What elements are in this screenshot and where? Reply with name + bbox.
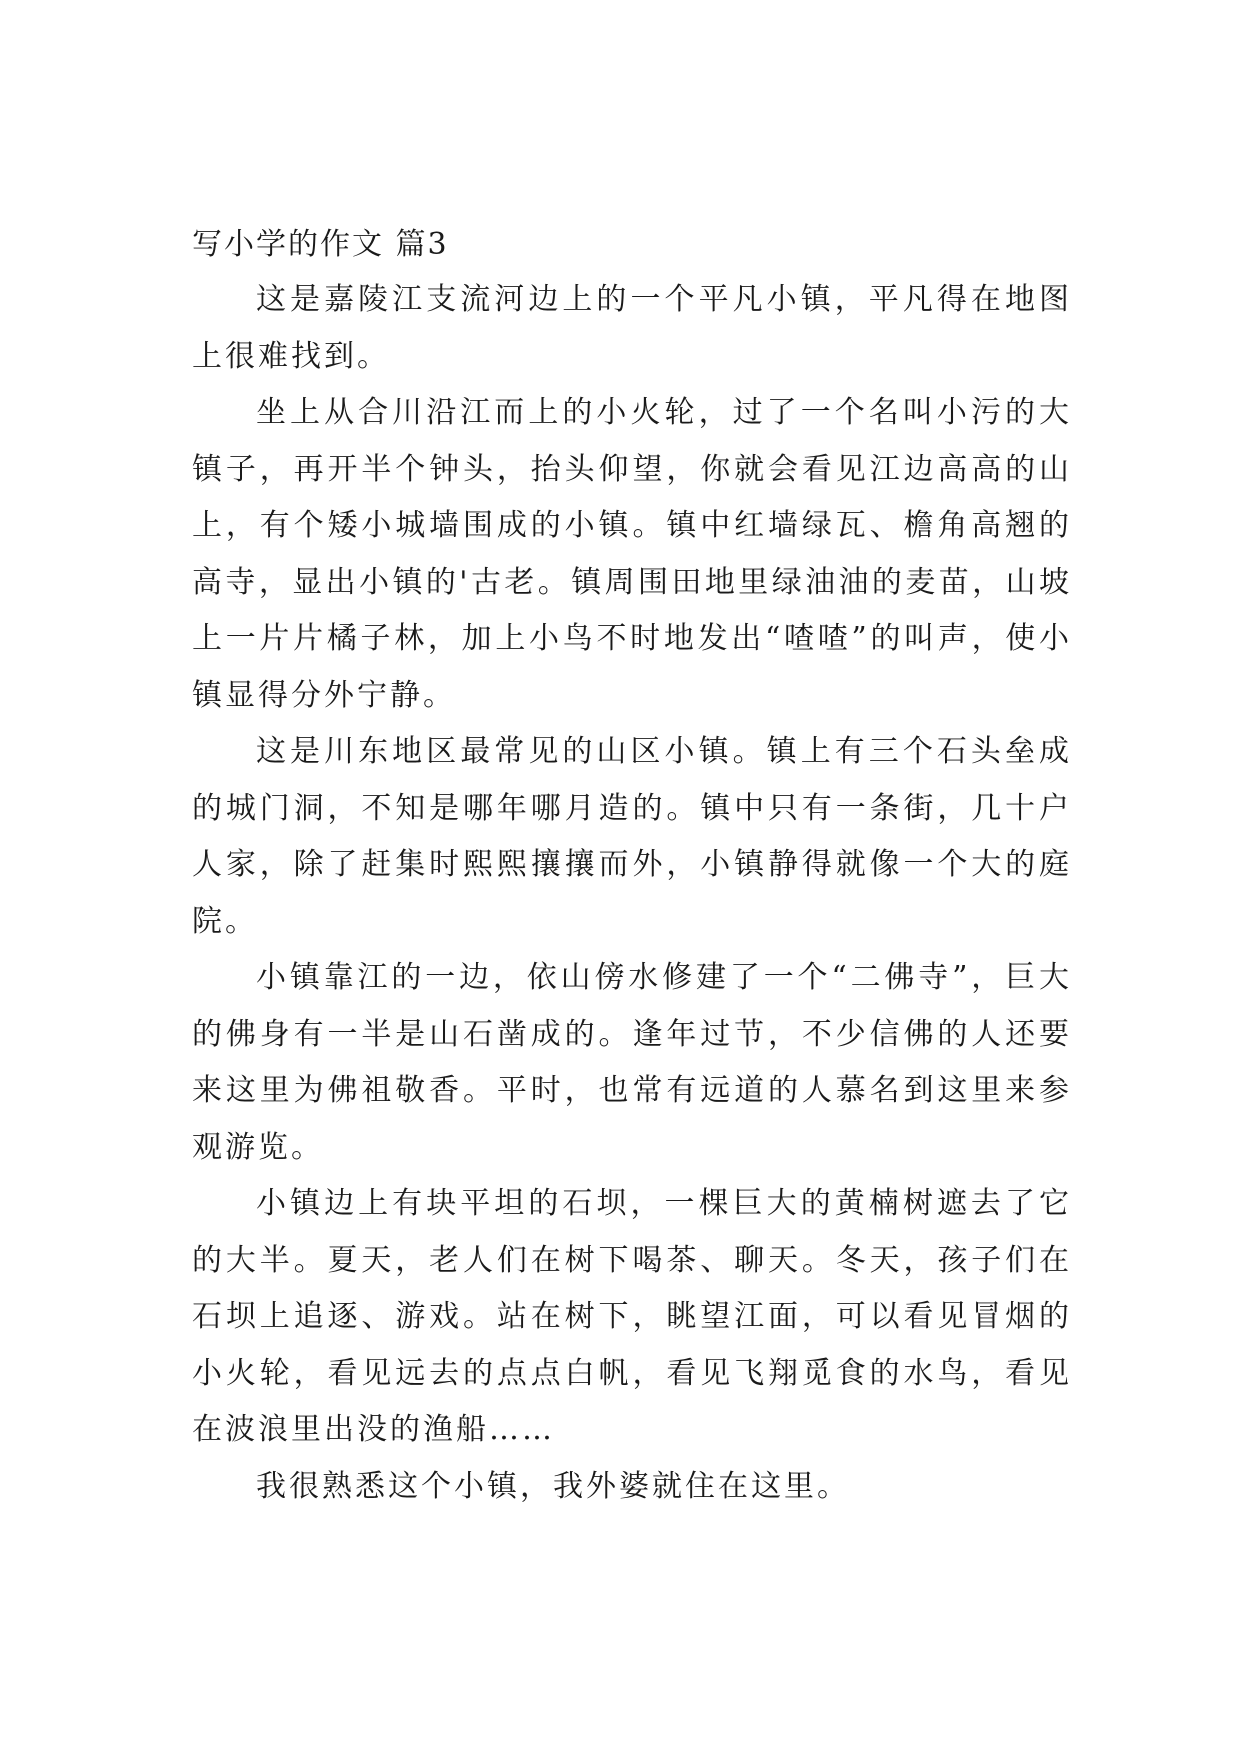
paragraph-3: 这是川东地区最常见的山区小镇。镇上有三个石头垒成的城门洞，不知是哪年哪月造的。镇中只有一条街，几十户人家，除了赶集时熙熙攘攘而外，小镇静得就像一个大的庭院。 bbox=[192, 734, 1072, 939]
paragraph-1: 这是嘉陵江支流河边上的一个平凡小镇，平凡得在地图上很难找到。 bbox=[192, 282, 1072, 374]
essay-heading: 写小学的作文 篇3 bbox=[192, 227, 449, 262]
document-page bbox=[192, 222, 1072, 1515]
paragraph-5: 小镇边上有块平坦的石坝，一棵巨大的黄楠树遮去了它的大半。夏天，老人们在树下喝茶、聊天。冬天，孩子们在石坝上追逐、游戏。站在树下，眺望江面，可以看见冒烟的小火轮，看见远去的点点白帆，看见飞翔觅食的水鸟，看见在波浪里出没的渔船…… bbox=[192, 1186, 1072, 1447]
paragraph-2: 坐上从合川沿江而上的小火轮，过了一个名叫小污的大镇子，再开半个钟头，抬头仰望，你就会看见江边高高的山上，有个矮小城墙围成的小镇。镇中红墙绿瓦、檐角高翘的高寺，显出小镇的'古老。镇周围田地里绿油油的麦苗，山坡上一片片橘子林，加上小鸟不时地发出“喳喳”的叫声，使小镇显得分外宁静。 bbox=[192, 395, 1072, 713]
paragraph-4: 小镇靠江的一边，依山傍水修建了一个“二佛寺”，巨大的佛身有一半是山石凿成的。逢年过节，不少信佛的人还要来这里为佛祖敬香。平时，也常有远道的人慕名到这里来参观游览。 bbox=[192, 960, 1072, 1165]
paragraph-6: 我很熟悉这个小镇，我外婆就住在这里。 bbox=[256, 1468, 850, 1504]
